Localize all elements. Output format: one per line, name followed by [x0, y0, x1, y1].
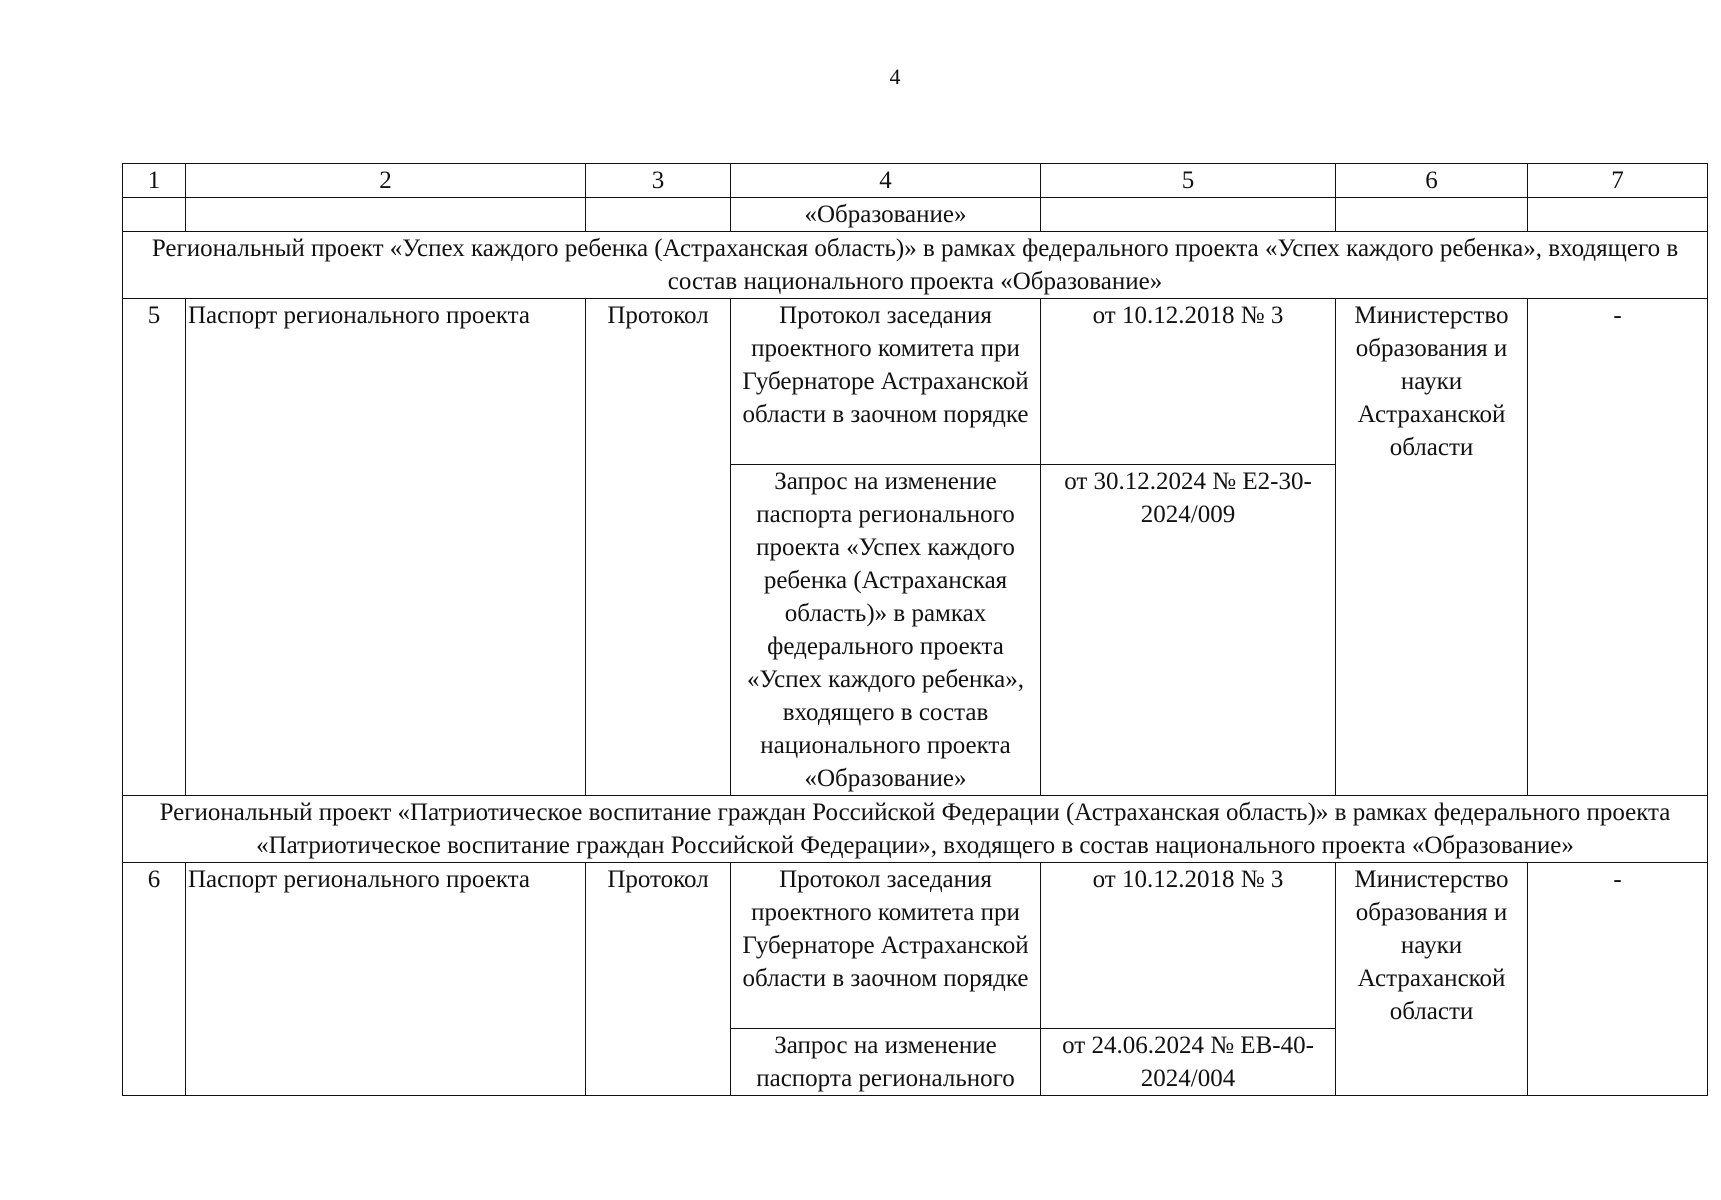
table-row — [123, 863, 1708, 1029]
organization: Министерство образования и науки Астраханской области — [1336, 863, 1528, 1096]
organization: Министерство образования и науки Астраханской области — [1336, 299, 1528, 796]
entry-date: от 10.12.2018 № 3 — [1041, 863, 1336, 1029]
page-number: 4 — [889, 64, 901, 89]
column-header: 3 — [586, 164, 731, 198]
column-header: 5 — [1041, 164, 1336, 198]
document-type: Протокол — [586, 299, 731, 796]
section-heading-row — [123, 796, 1708, 863]
note: - — [1528, 299, 1708, 796]
entry-name: Протокол заседания проектного комитета при Губернаторе Астраханской области в заочном порядке — [731, 299, 1041, 465]
document-type: Протокол — [586, 863, 731, 1096]
column-header: 2 — [186, 164, 586, 198]
column-header: 6 — [1336, 164, 1528, 198]
document-table — [122, 163, 1708, 1096]
row-number: 5 — [123, 299, 186, 796]
column-number-row — [123, 164, 1708, 198]
section-heading: Региональный проект «Патриотическое воспитание граждан Российской Федерации (Астраханская область)» в рамках федерального проекта «Патриотическое воспитание граждан Российской Федерации», входящего в состав национального проекта «Образование» — [123, 796, 1708, 863]
column-header: 4 — [731, 164, 1041, 198]
entry-name: Запрос на изменение паспорта регионального — [731, 1029, 1041, 1096]
column-header: 7 — [1528, 164, 1708, 198]
section-heading: Региональный проект «Успех каждого ребенка (Астраханская область)» в рамках федерального проекта «Успех каждого ребенка», входящего в состав национального проекта «Образование» — [123, 232, 1708, 299]
continuation-row — [123, 198, 1708, 232]
entry-date: от 24.06.2024 № ЕВ-40-2024/004 — [1041, 1029, 1336, 1096]
document-name: Паспорт регионального проекта — [186, 299, 586, 796]
entry-name: Протокол заседания проектного комитета при Губернаторе Астраханской области в заочном порядке — [731, 863, 1041, 1029]
table-row — [123, 299, 1708, 465]
document-name: Паспорт регионального проекта — [186, 863, 586, 1096]
entry-date: от 30.12.2024 № Е2-30-2024/009 — [1041, 465, 1336, 796]
column-header: 1 — [123, 164, 186, 198]
continuation-text: «Образование» — [731, 198, 1041, 232]
row-number: 6 — [123, 863, 186, 1096]
section-heading-row — [123, 232, 1708, 299]
entry-name: Запрос на изменение паспорта регионального проекта «Успех каждого ребенка (Астраханская область)» в рамках федерального проекта «Успех каждого ребенка», входящего в состав национального проекта «Образование» — [731, 465, 1041, 796]
entry-date: от 10.12.2018 № 3 — [1041, 299, 1336, 465]
note: - — [1528, 863, 1708, 1096]
